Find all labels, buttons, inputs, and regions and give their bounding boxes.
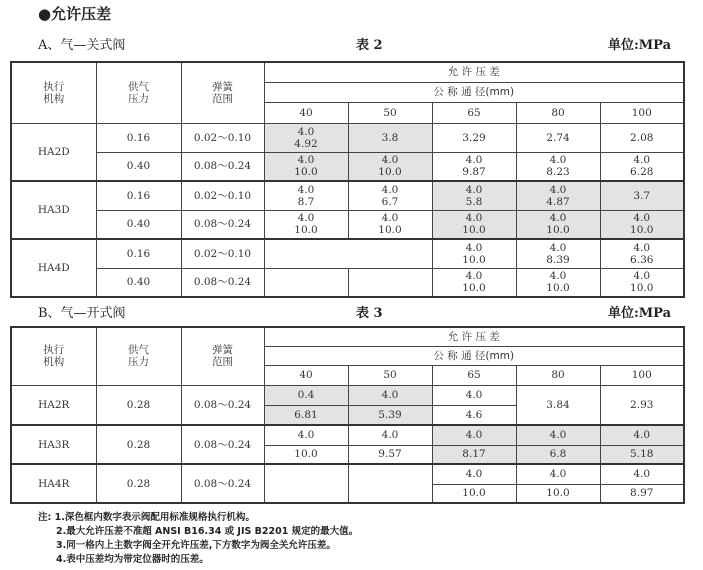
value-cell: 4.0 9.87 [432,152,516,181]
supply-cell: 0.40 [96,152,181,181]
header-allowable-diff: 允 许 压 差 [264,62,684,82]
table-row [11,152,684,181]
value-cell: 4.0 4.92 [264,123,348,152]
actuator-cell: HA4R [11,464,96,503]
value-cell: 4.0 6.7 [348,181,432,210]
value-cell-open: 4.0 [432,464,516,484]
table-row [11,464,684,484]
value-cell: 2.74 [516,123,600,152]
value-cell-open: 4.0 [348,385,432,405]
table-row [11,425,684,445]
table-row [11,123,684,152]
footnote-1: 注: 1.深色框内数字表示阀配用标准规格执行机构。 [38,512,255,523]
value-cell-close: 6.81 [264,405,348,425]
value-cell: 4.0 10.0 [264,152,348,181]
size-65: 65 [432,365,516,385]
supply-cell: 0.28 [96,425,181,464]
value-cell-open: 4.0 [516,464,600,484]
value-cell: 4.0 10.0 [516,210,600,239]
value-cell: 4.0 8.39 [516,239,600,268]
empty-cell [264,268,348,297]
table3-title: 表 3 [356,306,383,321]
footnotes [38,511,358,567]
header-allowable-diff: 允 许 压 差 [264,327,684,346]
supply-cell: 0.28 [96,385,181,425]
table2 [10,61,685,298]
spring-cell: 0.08～0.24 [181,464,264,503]
value-cell: 3.84 [516,385,600,425]
empty-cell [348,464,432,503]
value-cell: 3.8 [348,123,432,152]
value-cell-open: 4.0 [348,425,432,445]
empty-cell [264,239,432,268]
header-supply-pressure: 供气 压力 [96,327,181,385]
value-cell-open: 4.0 [432,385,516,405]
value-cell: 4.0 10.0 [432,210,516,239]
spring-cell: 0.08～0.24 [181,268,264,297]
size-50: 50 [348,365,432,385]
value-cell-close: 10.0 [264,445,348,464]
supply-cell: 0.16 [96,181,181,210]
header-actuator: 执行 机构 [11,327,96,385]
spring-cell: 0.08～0.24 [181,425,264,464]
spring-cell: 0.02～0.10 [181,239,264,268]
value-cell-close: 10.0 [432,484,516,503]
value-cell-open: 0.4 [264,385,348,405]
value-cell: 4.0 6.36 [600,239,684,268]
value-cell: 4.0 10.0 [432,239,516,268]
spring-cell: 0.08～0.24 [181,385,264,425]
value-cell-close: 8.17 [432,445,516,464]
size-65: 65 [432,102,516,123]
actuator-cell: HA2R [11,385,96,425]
value-cell: 4.0 5.8 [432,181,516,210]
value-cell: 4.0 10.0 [432,268,516,297]
actuator-cell: HA2D [11,123,96,181]
value-cell: 4.0 8.7 [264,181,348,210]
value-cell-close: 5.39 [348,405,432,425]
spring-cell: 0.08～0.24 [181,210,264,239]
value-cell-close: 10.0 [516,484,600,503]
table-row [11,181,684,210]
spring-cell: 0.02～0.10 [181,181,264,210]
size-40: 40 [264,365,348,385]
table3-section-label: B、气—开式阀 [38,306,126,321]
table-row [11,210,684,239]
size-40: 40 [264,102,348,123]
value-cell: 3.29 [432,123,516,152]
value-cell-close: 4.6 [432,405,516,425]
header-nominal-size: 公 称 通 径(mm) [264,346,684,365]
value-cell-open: 4.0 [600,425,684,445]
value-cell-close: 6.8 [516,445,600,464]
value-cell-open: 4.0 [600,464,684,484]
supply-cell: 0.28 [96,464,181,503]
value-cell: 4.0 10.0 [600,268,684,297]
section-heading: ●允许压差 [38,5,112,23]
table2-section-label: A、气—关式阀 [38,38,126,53]
header-nominal-size: 公 称 通 径(mm) [264,82,684,102]
actuator-cell: HA3R [11,425,96,464]
supply-cell: 0.40 [96,268,181,297]
value-cell: 4.0 10.0 [348,152,432,181]
value-cell-open: 4.0 [264,425,348,445]
size-100: 100 [600,102,684,123]
value-cell: 3.7 [600,181,684,210]
table2-title: 表 2 [356,38,383,53]
footnote-3: 3.同一格内上主数字阀全开允许压差,下方数字为阀全关允许压差。 [56,540,336,551]
header-spring-range: 弹簧 范围 [181,62,264,123]
value-cell: 4.0 4.87 [516,181,600,210]
supply-cell: 0.16 [96,239,181,268]
value-cell-close: 9.57 [348,445,432,464]
value-cell: 2.93 [600,385,684,425]
footnote-4: 4.表中压差均为带定位器时的压差。 [56,554,209,565]
supply-cell: 0.16 [96,123,181,152]
value-cell-open: 4.0 [516,425,600,445]
empty-cell [348,268,432,297]
value-cell: 4.0 8.23 [516,152,600,181]
table-row [11,239,684,268]
value-cell: 4.0 6.28 [600,152,684,181]
value-cell-close: 5.18 [600,445,684,464]
supply-cell: 0.40 [96,210,181,239]
table3 [10,326,685,504]
table2-caption-row [0,34,703,54]
footnote-2: 2.最大允许压差不准超 ANSI B16.34 或 JIS B2201 规定的最大值。 [56,526,359,537]
size-50: 50 [348,102,432,123]
value-cell-close: 8.97 [600,484,684,503]
table-row [11,385,684,405]
value-cell: 4.0 10.0 [264,210,348,239]
size-80: 80 [516,102,600,123]
spring-cell: 0.08～0.24 [181,152,264,181]
table-row [11,268,684,297]
table3-unit: 单位:MPa [607,306,671,321]
value-cell: 4.0 10.0 [600,210,684,239]
actuator-cell: HA4D [11,239,96,297]
value-cell: 4.0 10.0 [516,268,600,297]
header-actuator: 执行 机构 [11,62,96,123]
value-cell-open: 4.0 [432,425,516,445]
value-cell: 4.0 10.0 [348,210,432,239]
table2-unit: 单位:MPa [607,38,671,53]
header-supply-pressure: 供气 压力 [96,62,181,123]
table3-caption-row [0,302,703,322]
empty-cell [264,464,348,503]
size-80: 80 [516,365,600,385]
size-100: 100 [600,365,684,385]
actuator-cell: HA3D [11,181,96,239]
header-spring-range: 弹簧 范围 [181,327,264,385]
spring-cell: 0.02～0.10 [181,123,264,152]
value-cell: 2.08 [600,123,684,152]
